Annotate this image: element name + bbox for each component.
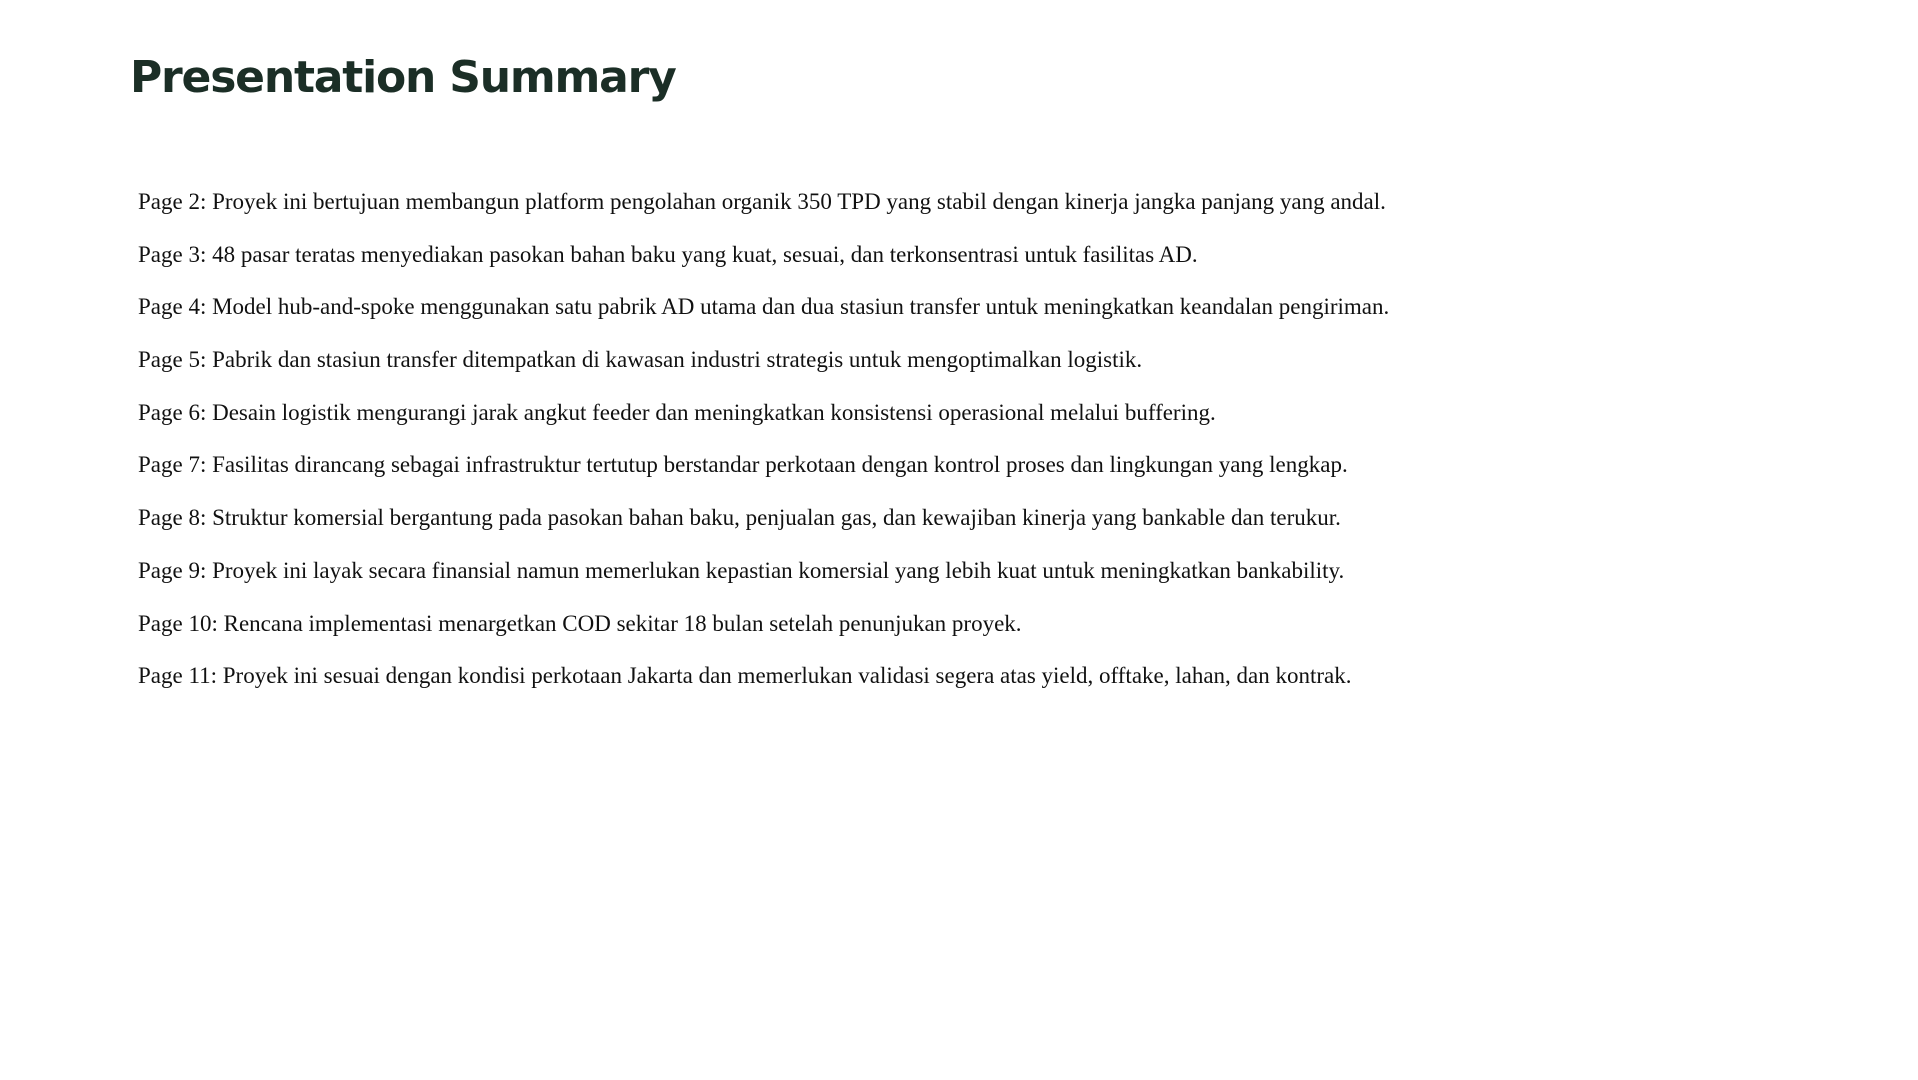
summary-item-page-7: Page 7: Fasilitas dirancang sebagai infrastruktur tertutup berstandar perkotaan dengan kontrol proses dan lingkungan yang lengkap. (138, 452, 1348, 478)
summary-item-page-4: Page 4: Model hub-and-spoke menggunakan satu pabrik AD utama dan dua stasiun transfer untuk meningkatkan keandalan pengiriman. (138, 294, 1390, 320)
summary-item-page-2: Page 2: Proyek ini bertujuan membangun platform pengolahan organik 350 TPD yang stabil dengan kinerja jangka panjang yang andal. (138, 189, 1386, 214)
summary-list (138, 188, 1389, 715)
summary-item-page-5: Page 5: Pabrik dan stasiun transfer ditempatkan di kawasan industri strategis untuk mengoptimalkan logistik. (138, 347, 1143, 373)
slide-title: Presentation Summary (130, 52, 676, 103)
summary-item-page-8: Page 8: Struktur komersial bergantung pada pasokan bahan baku, penjualan gas, dan kewajiban kinerja yang bankable dan terukur. (138, 505, 1341, 531)
summary-item-page-6: Page 6: Desain logistik mengurangi jarak angkut feeder dan meningkatkan konsistensi operasional melalui buffering. (138, 399, 1216, 425)
summary-item-page-9: Page 9: Proyek ini layak secara finansial namun memerlukan kepastian komersial yang lebih kuat untuk meningkatkan bankability. (138, 557, 1345, 583)
summary-item-page-10: Page 10: Rencana implementasi menargetkan COD sekitar 18 bulan setelah penunjukan proyek. (138, 610, 1022, 636)
summary-item-page-3: Page 3: 48 pasar teratas menyediakan pasokan bahan baku yang kuat, sesuai, dan terkonsentrasi untuk fasilitas AD. (138, 241, 1198, 267)
summary-item-page-11: Page 11: Proyek ini sesuai dengan kondisi perkotaan Jakarta dan memerlukan validasi segera atas yield, offtake, lahan, dan kontrak. (138, 663, 1352, 689)
